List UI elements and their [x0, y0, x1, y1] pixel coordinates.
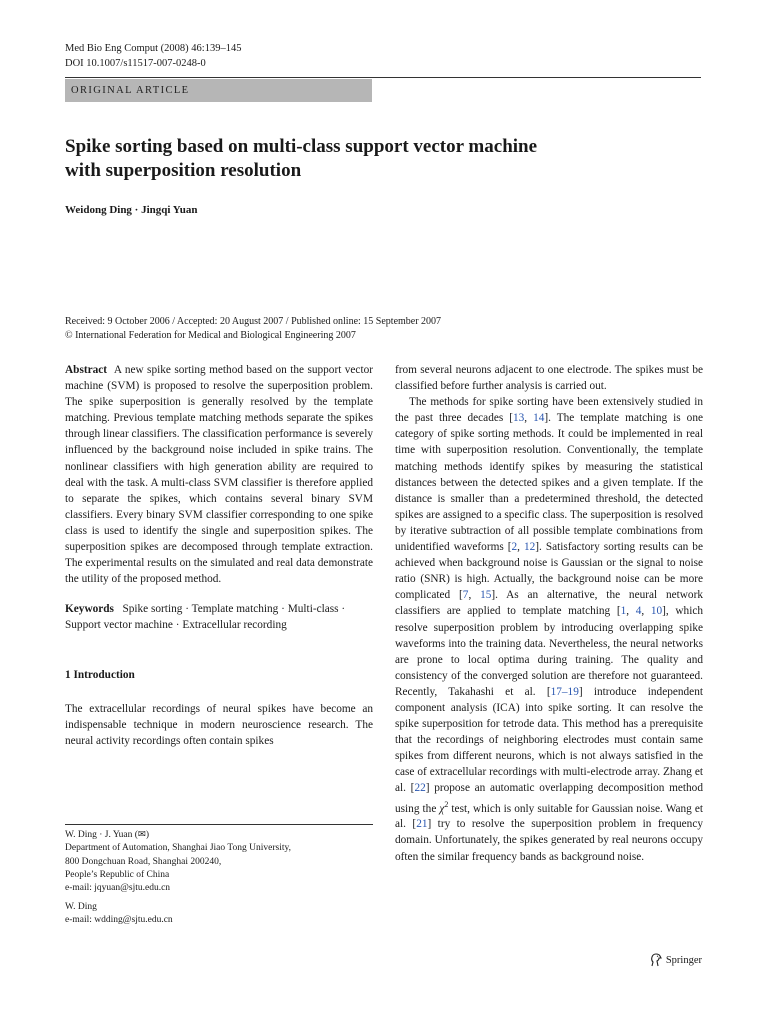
intro-paragraph-continued: from several neurons adjacent to one electrode. The spikes must be classified before further analysis is carried out. [395, 364, 703, 393]
received-accepted-dates: Received: 9 October 2006 / Accepted: 20 August 2007 / Published online: 15 September 2007 [65, 316, 442, 327]
second-author-footnote [65, 901, 373, 928]
text-run: ] introduce independent component analysis (ICA) into spike sorting. It can resolve the spike superposition for tetrode data. This method has a prerequisite that the recordings of neighboring electrodes must contain same spikes from different neurons, which is not always satisfied in the case of extracellular recordings with multi-electrode array. Zhang et al. [ [395, 685, 703, 795]
abstract-label: Abstract [65, 364, 108, 376]
text-run: ] try to resolve the superposition problem in frequency domain. Unfortunately, the spikes generated by real neurons occupy often the similar frequency bands as background noise. [395, 818, 703, 863]
publisher-name: Springer [665, 954, 702, 966]
footnote2-author: W. Ding [65, 902, 97, 912]
citation-link[interactable]: 7 [462, 589, 469, 602]
journal-doi: DOI 10.1007/s11517-007-0248-0 [65, 58, 206, 69]
springer-horse-icon [650, 953, 662, 967]
author-list: Weidong Ding · Jingqi Yuan [65, 204, 198, 216]
text-run: , [641, 605, 651, 618]
abstract-text: A new spike sorting method based on the support vector machine (SVM) is proposed to resolve the superposition problem. The spike superposition is generally resolved by the template matching. Previous template matching methods separate the spikes through linear classifiers. The classification performance is severely influenced by the background noise included in spike trains. The nonlinear classifiers with high generation ability are required to deal with the task. A multi-class SVM classifier is therefore applied to separate the spikes, which contains several binary SVM classifiers. Every binary SVM classifier corresponding to one spike class is used to identify the single and superposition spikes. The superposition spikes are decomposed through template extraction. The experimental results on the simulated and real data demonstrate the utility of the proposed method. [65, 364, 373, 586]
chi-superscript: 2 [444, 799, 449, 809]
citation-link[interactable]: 17–19 [550, 685, 579, 698]
copyright-line: © International Federation for Medical and Biological Engineering 2007 [65, 330, 356, 341]
citation-link[interactable]: 2 [511, 541, 518, 554]
text-run: , [524, 412, 534, 425]
author-affiliation-footnote [65, 829, 373, 895]
text-run: ], which resolve superposition problem by introducing overlapping spike waveforms into the training data. Nevertheless, the neural networks are prone to local optima during training. The quality and consistency of the converged solution are therefore not guaranteed. Recently, Takahashi et al. [ [395, 605, 703, 698]
intro-paragraph-2 [395, 394, 703, 864]
keywords-label: Keywords [65, 603, 114, 616]
right-column [395, 362, 703, 865]
keywords [65, 601, 373, 633]
paper-title [65, 135, 685, 183]
footnote-email: e-mail: jqyuan@sjtu.edu.cn [65, 883, 171, 894]
citation-link[interactable]: 1 [620, 605, 627, 618]
text-run: , [468, 589, 481, 602]
footnote-rule [65, 824, 373, 825]
citation-link[interactable]: 10 [650, 605, 663, 618]
citation-link[interactable]: 12 [523, 541, 536, 554]
footnote-department: Department of Automation, Shanghai Jiao Tong University, [65, 843, 291, 854]
abstract [65, 362, 373, 587]
keywords-text: Spike sorting · Template matching · Multi-class · Support vector machine · Extracellular recording [65, 603, 346, 632]
text-run: , [626, 605, 636, 618]
publication-dates [65, 315, 441, 343]
footnote-country: People’s Republic of China [65, 869, 170, 880]
text-run: ] propose an automatic overlapping decomposition method using the [395, 782, 703, 815]
text-run: ]. As an alternative, the neural network classifiers are applied to template matching [ [395, 589, 703, 618]
publisher-mark [650, 953, 702, 967]
section-heading-introduction: 1 Introduction [65, 668, 135, 681]
text-run: test, which is only suitable for Gaussian noise. Wang et al. [ [395, 802, 703, 831]
intro-paragraph-start: The extracellular recordings of neural spikes have become an indispensable technique in modern neuroscience research. The neural activity recordings often contain spikes [65, 702, 373, 747]
citation-link[interactable]: 13 [512, 412, 525, 425]
citation-link[interactable]: 15 [480, 589, 492, 602]
header-rule [65, 77, 701, 78]
text-run: ]. The template matching is one category of spike sorting methods. It could be implemented in real time with superposition resolution. Conventionally, the template matching methods identify spikes by measuring the statistical distances between the detected spikes and a given template. If the distance is smaller than a predetermined threshold, the detected spikes are assigned to a specific class. The superposition is resolved by iterative subtraction of all possible template combinations from unidentified waveforms [ [395, 412, 703, 554]
citation-link[interactable]: 14 [533, 412, 545, 425]
left-column [65, 362, 373, 749]
journal-citation: Med Bio Eng Comput (2008) 46:139–145 [65, 43, 242, 54]
citation-link[interactable]: 4 [635, 605, 642, 618]
text-run: , [517, 541, 524, 554]
chi-symbol: χ [439, 802, 445, 815]
citation-link[interactable]: 21 [416, 818, 428, 831]
text-run: ]. Satisfactory sorting results can be achieved when background noise is Gaussian or the signal to noise ratio (SNR) is high. Actually, the background noise can be more complicated [ [395, 541, 703, 602]
footnote2-email: e-mail: wdding@sjtu.edu.cn [65, 915, 173, 926]
article-type-banner: ORIGINAL ARTICLE [65, 79, 372, 102]
footnote-address: 800 Dongchuan Road, Shanghai 200240, [65, 856, 222, 867]
title-line-1: Spike sorting based on multi-class support vector machine [65, 136, 538, 157]
footnote-authors: W. Ding · J. Yuan (✉) [65, 830, 150, 840]
citation-link[interactable]: 22 [414, 782, 426, 795]
journal-header [65, 41, 241, 71]
text-run: The methods for spike sorting have been extensively studied in the past three decades [ [395, 396, 703, 425]
title-line-2: with superposition resolution [65, 160, 302, 181]
